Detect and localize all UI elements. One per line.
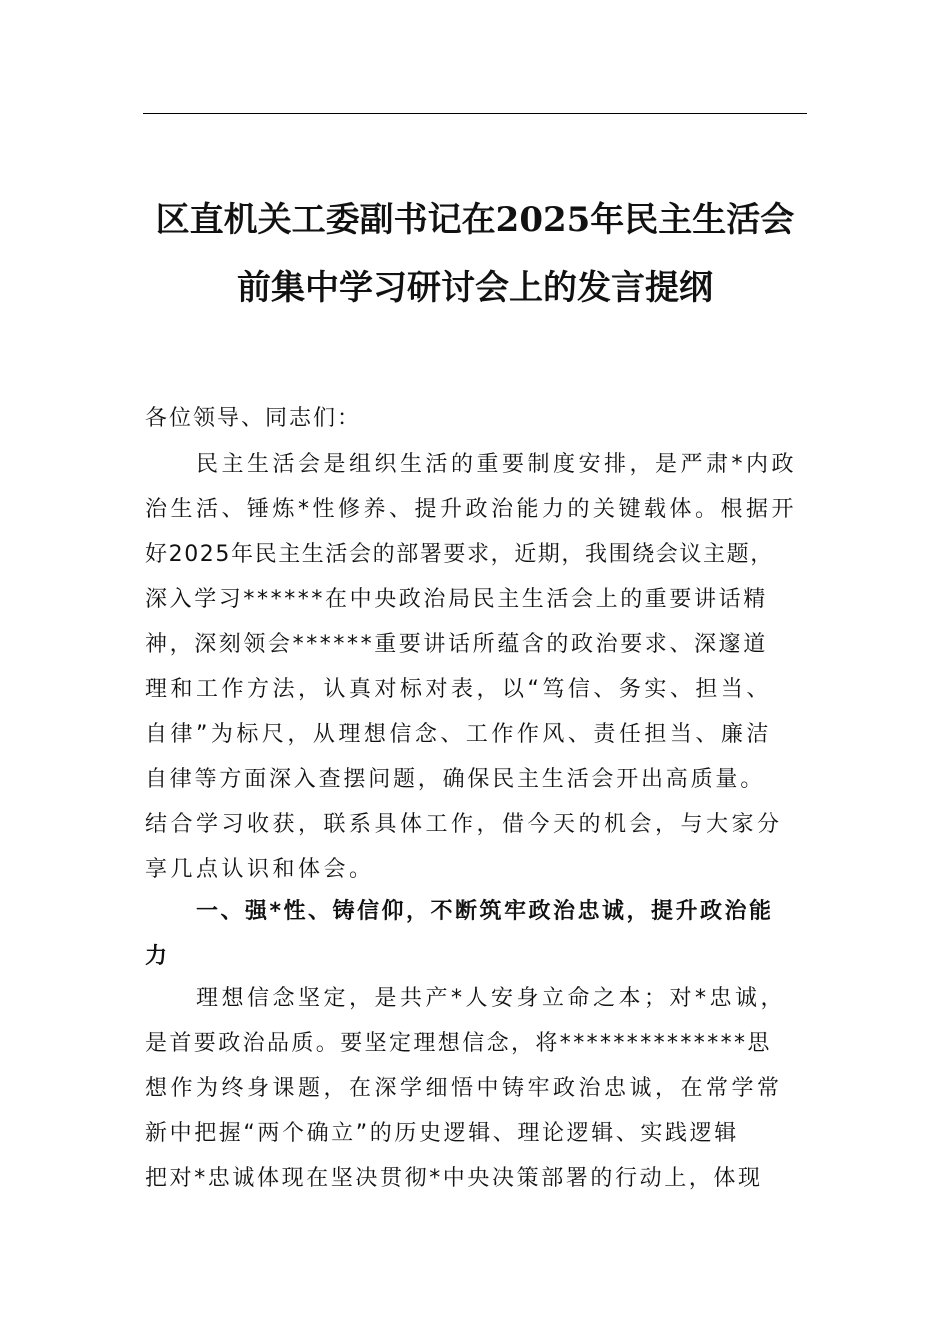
heading-line: 力: [145, 944, 170, 969]
header-rule: [143, 113, 807, 114]
salutation: 各位领导、同志们：: [145, 406, 362, 431]
paragraph-line: 治生活、锤炼*性修养、提升政治能力的关键载体。根据开: [145, 497, 798, 522]
document-title-line-2: 前集中学习研讨会上的发言提纲: [237, 268, 713, 308]
document-title-line-1: 区直机关工委副书记在2025年民主生活会: [155, 200, 795, 240]
paragraph-line: 深入学习******在中央政治局民主生活会上的重要讲话精: [145, 587, 768, 612]
paragraph-line: 理和工作方法，认真对标对表，以“笃信、务实、担当、: [145, 677, 772, 702]
paragraph-section-1: [145, 976, 807, 1201]
paragraph-line: 理想信念坚定，是共产*人安身立命之本；对*忠诚，: [196, 986, 787, 1011]
paragraph-line: 把对*忠诚体现在坚决贯彻*中央决策部署的行动上，体现: [145, 1166, 763, 1191]
heading-line: 一、强*性、铸信仰，不断筑牢政治忠诚，提升政治能: [196, 899, 774, 924]
paragraph-line: 神，深刻领会******重要讲话所蕴含的政治要求、深邃道: [145, 632, 768, 657]
section-heading-1: [145, 889, 807, 979]
paragraph-line: 民主生活会是组织生活的重要制度安排，是严肃*内政: [196, 452, 798, 477]
paragraph-line: 自律”为标尺，从理想信念、工作作风、责任担当、廉洁: [145, 722, 772, 747]
paragraph-line: 想作为终身课题，在深学细悟中铸牢政治忠诚，在常学常: [145, 1076, 783, 1101]
paragraph-line: 结合学习收获，联系具体工作，借今天的机会，与大家分: [145, 812, 783, 837]
paragraph-line: 是首要政治品质。要坚定理想信念，将**************思: [145, 1031, 772, 1056]
paragraph-line: 享几点认识和体会。: [145, 857, 375, 882]
paragraph-line: 新中把握“两个确立”的历史逻辑、理论逻辑、实践逻辑: [145, 1121, 739, 1146]
paragraph-intro: [145, 442, 807, 892]
paragraph-line: 好2025年民主生活会的部署要求，近期，我围绕会议主题，: [145, 542, 774, 567]
paragraph-line: 自律等方面深入查摆问题，确保民主生活会开出高质量。: [145, 767, 766, 792]
